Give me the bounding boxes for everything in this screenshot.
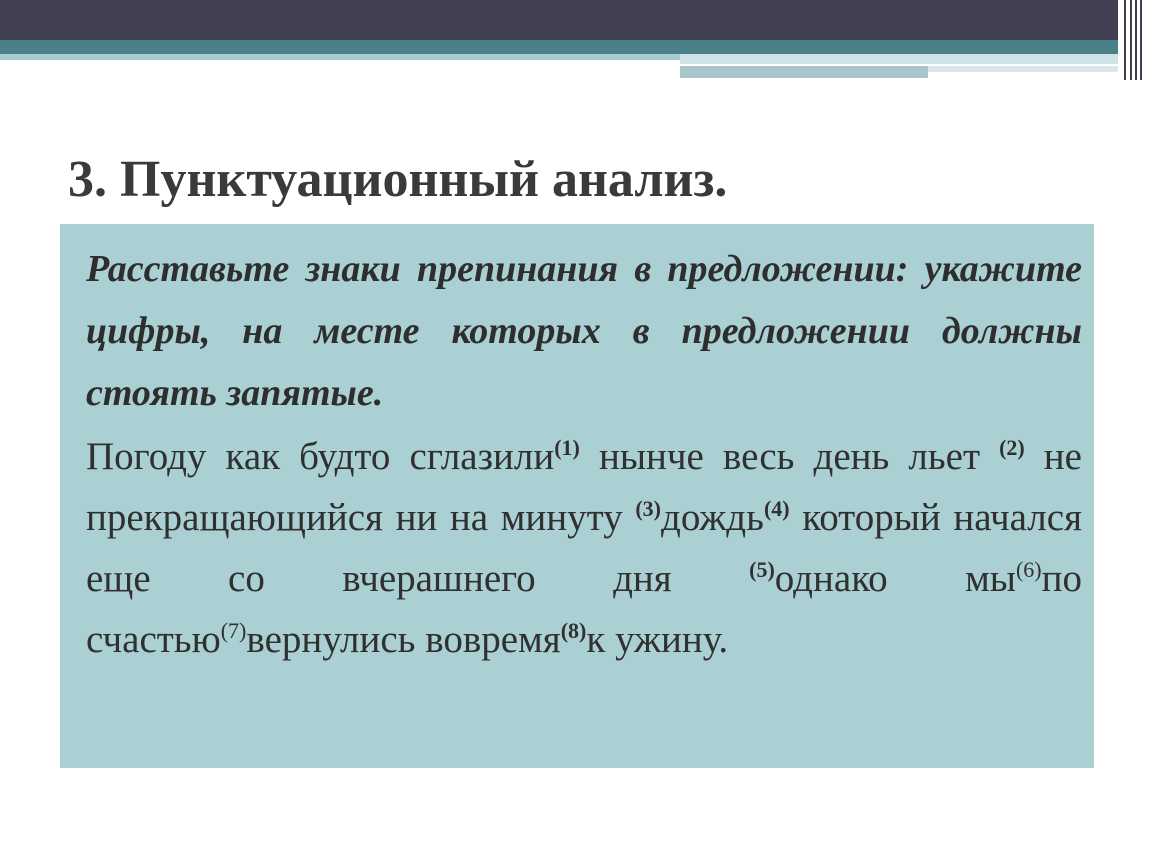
sentence-segment: Погоду как будто сглазили [86,435,555,478]
punctuation-marker: (7) [220,618,247,643]
punctuation-marker: (6) [1015,557,1042,582]
header-band-light [928,66,1118,72]
punctuation-marker: (8) [560,618,587,643]
header-band-teal [0,40,1118,54]
header-decorative-lines [1118,0,1150,80]
slide-title: 3. Пунктуационный анализ. [68,151,728,208]
sentence-segment: который начался еще со вчерашнего дня [86,496,1083,600]
punctuation-marker: (2) [999,435,1025,460]
content-box [60,224,1094,768]
punctuation-marker: (3) [635,496,661,521]
sentence-segment: по счастью [86,557,1082,661]
header-band-dark [0,0,1118,40]
sentence-segment: к ужину. [586,618,729,661]
sentence-segment: нынче весь день льет [579,435,1000,478]
sentence-segment: однако мы [774,557,1016,600]
sentence-segment: вернулись вовремя [246,618,561,661]
header-band-light [680,66,928,78]
sentence-segment: не прекращающийся ни на минуту [86,435,1082,539]
punctuation-marker: (4) [763,496,790,521]
task-instruction: Расставьте знаки препинания в предложении: укажите цифры, на месте которых в предложении должны стоять запятые. [86,248,1082,414]
exercise-sentence [86,426,1082,670]
punctuation-marker: (1) [554,435,580,460]
punctuation-marker: (5) [749,557,775,582]
header-band-light [680,54,1118,64]
sentence-segment: дождь [660,496,764,539]
header-band-light [0,54,680,60]
